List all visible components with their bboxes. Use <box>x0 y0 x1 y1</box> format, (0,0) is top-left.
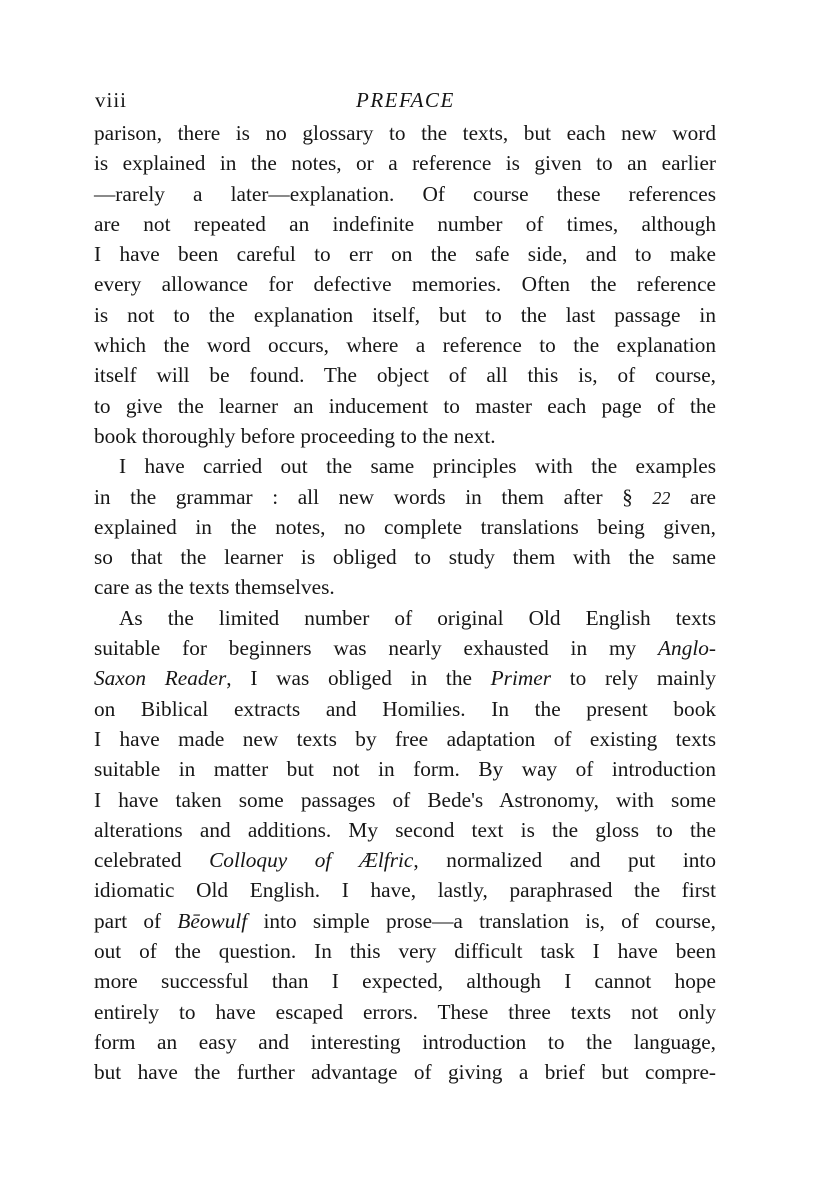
book-title: Colloquy of Ælfric <box>209 848 414 873</box>
text-line: to give the learner an inducement to master each page of the <box>94 393 716 418</box>
text-line: is explained in the notes, or a reference is given to an earlier <box>94 151 716 176</box>
text-line <box>94 482 716 512</box>
text-span: in the grammar : all new words in them after § <box>94 484 653 509</box>
text-line: every allowance for defective memories. Often the reference <box>94 272 716 297</box>
book-title: Anglo- <box>658 636 716 661</box>
page-number: viii <box>95 88 128 112</box>
text-line: form an easy and interesting introduction to the language, <box>94 1029 716 1054</box>
text-line: so that the learner is obliged to study them with the same <box>94 545 716 570</box>
text-line: suitable in matter but not in form. By way of introduction <box>94 757 716 782</box>
text-line <box>94 845 716 875</box>
text-line: out of the question. In this very difficult task I have been <box>94 939 716 964</box>
text-line: —rarely a later—explanation. Of course these references <box>94 181 716 206</box>
text-line: book thoroughly before proceeding to the next. <box>94 423 496 448</box>
text-line: are not repeated an indefinite number of times, although <box>94 211 716 236</box>
page-header <box>94 84 716 118</box>
section-reference: 22 <box>652 487 671 508</box>
text-line: which the word occurs, where a reference to the explanation <box>94 333 716 358</box>
paragraph <box>94 118 716 451</box>
text-line: explained in the notes, no complete translations being given, <box>94 514 716 539</box>
text-span: part of <box>94 908 178 933</box>
text-span: into simple prose—a translation is, of course, <box>247 908 716 933</box>
text-line: I have made new texts by free adaptation of existing texts <box>94 726 716 751</box>
book-page <box>94 84 716 1088</box>
text-line: I have carried out the same principles with the examples <box>119 454 716 479</box>
text-line <box>94 633 716 663</box>
text-line: itself will be found. The object of all this is, of course, <box>94 363 716 388</box>
text-span: are <box>670 484 716 509</box>
text-line <box>94 906 716 936</box>
text-line: on Biblical extracts and Homilies. In the present book <box>94 696 716 721</box>
text-line: entirely to have escaped errors. These three texts not only <box>94 999 716 1024</box>
text-line: alterations and additions. My second text is the gloss to the <box>94 817 716 842</box>
body-text <box>94 118 716 1088</box>
running-title: PREFACE <box>356 88 455 112</box>
text-line: care as the texts themselves. <box>94 575 335 600</box>
text-line: is not to the explanation itself, but to the last passage in <box>94 302 716 327</box>
text-line: more successful than I expected, although I cannot hope <box>94 969 716 994</box>
text-span: suitable for beginners was nearly exhausted in my <box>94 636 659 661</box>
text-line: idiomatic Old English. I have, lastly, paraphrased the first <box>94 878 716 903</box>
text-span: celebrated <box>94 848 210 873</box>
text-line <box>94 663 716 693</box>
paragraph <box>94 603 716 1088</box>
text-span: to rely mainly <box>551 666 717 691</box>
book-title: Bēowulf <box>177 908 248 933</box>
text-line: I have taken some passages of Bede's Astronomy, with some <box>94 787 716 812</box>
book-title: Saxon Reader <box>94 666 227 691</box>
text-line: but have the further advantage of giving a brief but compre- <box>94 1060 716 1085</box>
text-span: , I was obliged in the <box>226 666 491 691</box>
text-line: I have been careful to err on the safe side, and to make <box>94 242 716 267</box>
book-title: Primer <box>490 666 551 691</box>
text-span: , normalized and put into <box>413 848 716 873</box>
paragraph <box>94 451 716 602</box>
text-line: As the limited number of original Old English texts <box>119 605 716 630</box>
text-line: parison, there is no glossary to the texts, but each new word <box>94 121 716 145</box>
